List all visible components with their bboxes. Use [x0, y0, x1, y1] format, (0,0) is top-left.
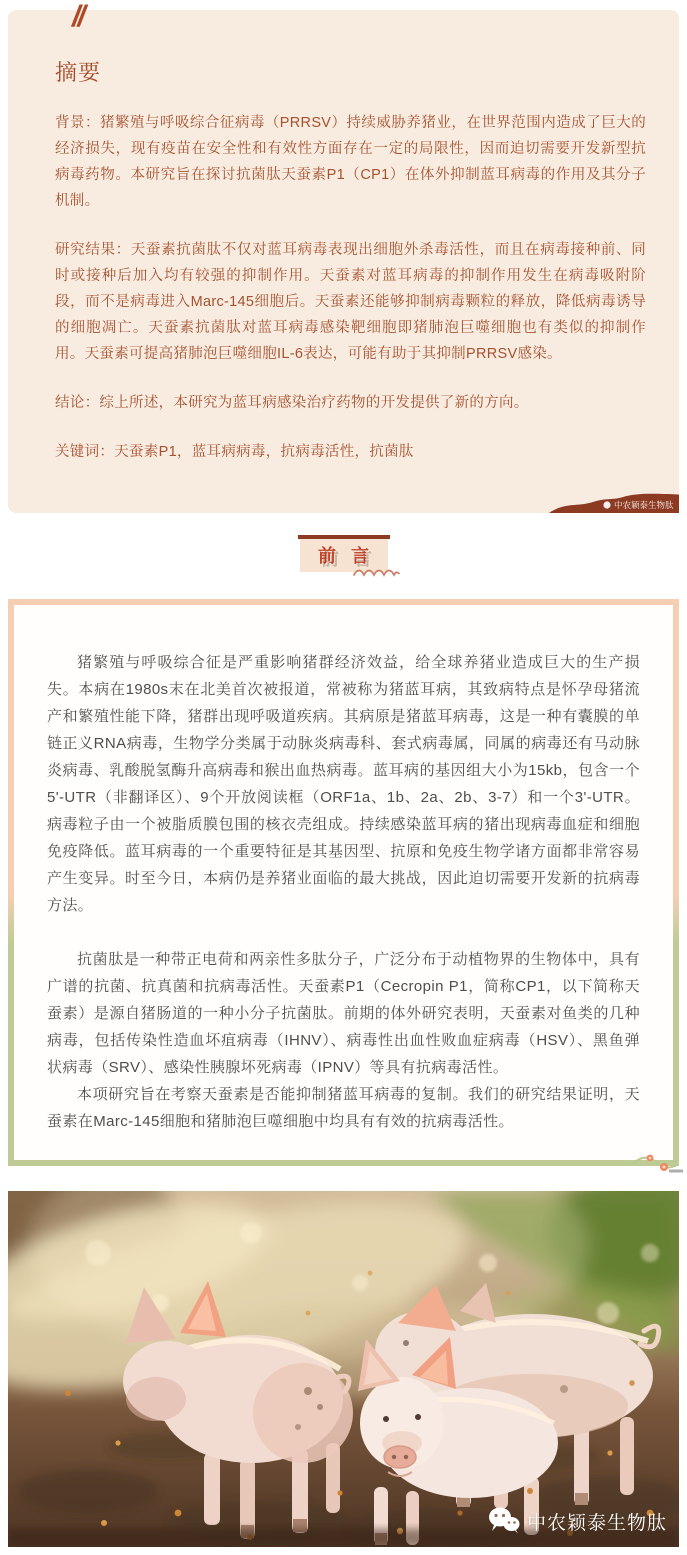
abstract-panel	[8, 0, 679, 513]
intro-content	[14, 605, 673, 1160]
piglets-photo	[8, 1191, 679, 1547]
intro-box	[8, 599, 679, 1166]
abstract-paragraph-background: 背景：猪繁殖与呼吸综合征病毒（PRRSV）持续威胁养猪业，在世界范围内造成了巨大的经济损失，现有疫苗在安全性和有效性方面存在一定的局限性，因而迫切需要开发新型抗病毒药物。本研究旨在探讨抗菌肽天蚕素P1（CP1）在体外抑制蓝耳病毒的作用及其分子机制。	[55, 115, 646, 209]
intro-paragraph-3: 本项研究旨在考察天蚕素是否能抑制猪蓝耳病毒的复制。我们的研究结果证明，天蚕素在Marc-145细胞和猪肺泡巨噬细胞中均具有有效的抗病毒活性。	[47, 1086, 640, 1130]
vine-curve	[633, 1158, 677, 1168]
quote-icon: //	[72, 0, 83, 33]
wechat-logo-icon	[488, 1507, 520, 1535]
brown-wave-icon	[549, 491, 679, 513]
squiggle-icon	[352, 569, 400, 579]
intro-paragraph-1: 猪繁殖与呼吸综合征是严重影响猪群经济效益，给全球养猪业造成巨大的生产损失。本病在1980s末在北美首次被报道，常被称为猪蓝耳病，其致病特点是怀孕母猪流产和繁殖性能下降，猪群出现呼吸道疾病。其病原是猪蓝耳病毒，这是一种有囊膜的单链正义RNA病毒，生物学分类属于动脉炎病毒科、套式病毒属，同属的病毒还有马动脉炎病毒、乳酸脱氢酶升高病毒和猴出血热病毒。蓝耳病的基因组大小为15kb，包含一个5'-UTR（非翻译区）、9个开放阅读框（ORF1a、1b、2a、2b、3-7）和一个3'-UTR。病毒粒子由一个被脂质膜包围的核衣壳组成。持续感染蓝耳病的猪出现病毒血症和细胞免疫降低。蓝耳病毒的一个重要特征是其基因型、抗原和免疫生物学诸方面都非常容易产生变异。时至今日，本病仍是养猪业面临的最大挑战，因此迫切需要开发新的抗病毒方法。	[47, 654, 640, 914]
wave-logo-icon	[603, 501, 610, 508]
section-badge	[300, 535, 388, 572]
section-badge-row	[0, 535, 687, 572]
badge-label: 前 言	[300, 539, 388, 572]
abstract-paragraph-keywords: 关键词：天蚕素P1，蓝耳病病毒，抗病毒活性，抗菌肽	[55, 444, 414, 460]
flower-vine-icon	[631, 1151, 685, 1175]
intro-paragraph-2: 抗菌肽是一种带正电荷和两亲性多肽分子，广泛分布于动植物界的生物体中，具有广谱的抗菌、抗真菌和抗病毒活性。天蚕素P1（Cecropin P1，简称CP1，以下简称天蚕素）是源自猪肠道的一种小分子抗菌肽。前期的体外研究表明，天蚕素对鱼类的几种病毒，包括传染性造血坏疽病毒（IHNV）、病毒性出血性败血症病毒（HSV）、黑鱼弹状病毒（SRV）、感染性胰腺坏死病毒（IPNV）等具有抗病毒活性。	[47, 951, 640, 1076]
photo-watermark-label: 中农颖泰生物肽	[526, 1512, 667, 1534]
abstract-title: 摘要	[55, 60, 102, 85]
photo-watermark	[488, 1507, 667, 1535]
wave-watermark-label: 中农颖泰生物肽	[614, 500, 674, 510]
piglets-photo-scene	[8, 1191, 679, 1547]
abstract-paragraph-conclusion: 结论：综上所述，本研究为蓝耳病感染治疗药物的开发提供了新的方向。	[55, 395, 529, 411]
abstract-paragraph-results: 研究结果：天蚕素抗菌肽不仅对蓝耳病毒表现出细胞外杀毒活性，而且在病毒接种前、同时或接种后加入均有较强的抑制作用。天蚕素对蓝耳病毒的抑制作用发生在病毒吸附阶段，而不是病毒进入Marc-145细胞后。天蚕素还能够抑制病毒颗粒的释放，降低病毒诱导的细胞凋亡。天蚕素抗菌肽对蓝耳病毒感染靶细胞即猪肺泡巨噬细胞也有类似的抑制作用。天蚕素可提高猪肺泡巨噬细胞IL-6表达，可能有助于其抑制PRRSV感染。	[55, 242, 646, 362]
